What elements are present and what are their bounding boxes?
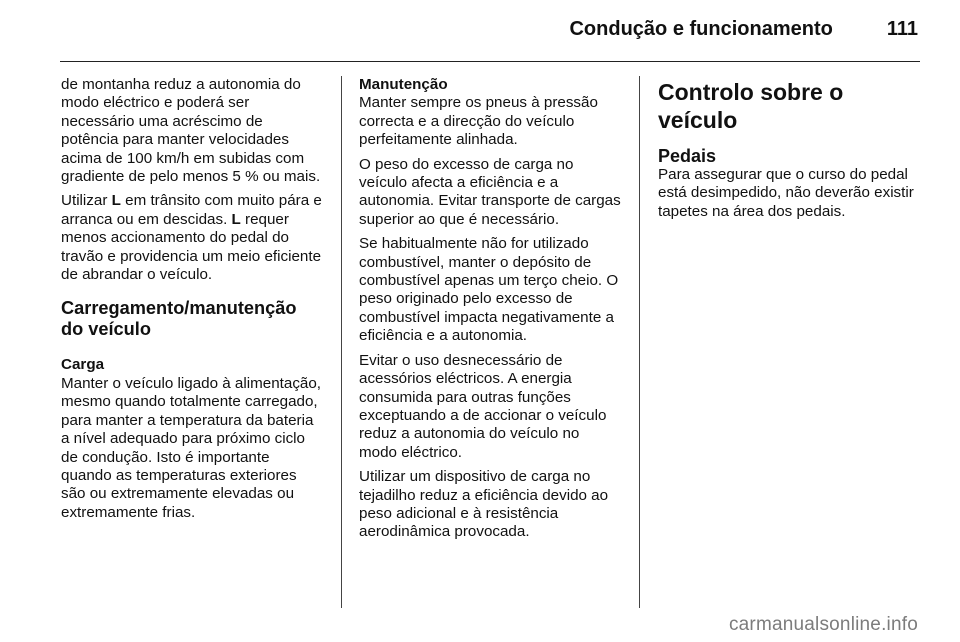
paragraph <box>61 192 323 284</box>
subsection-heading: Manutenção <box>359 76 448 93</box>
column-1 <box>61 76 323 528</box>
paragraph: Para assegurar que o curso do pedal está desimpedido, não deverão existir tapetes na área dos pedais. <box>658 166 914 220</box>
paragraph: Se habitualmente não for utilizado combustível, manter o depósito de combustível apenas um terço cheio. O peso originado pelo excesso de combustível impacta negativamente a eficiência e a autonomia. <box>359 235 619 345</box>
paragraph: Evitar o uso desnecessário de acessórios eléctricos. A energia consumida para outras funções exceptuando a de accionar o veículo reduz a autonomia do veículo no modo eléctrico. <box>359 351 607 461</box>
column-2 <box>359 76 621 548</box>
chapter-title: Condução e funcionamento <box>569 18 833 40</box>
paragraph: Manter sempre os pneus à pressão correcta e a direcção do veículo perfeitamente alinhada. <box>359 94 598 149</box>
subsection-heading: Carga <box>61 356 105 374</box>
header-rule <box>60 61 920 62</box>
mode-L-label: L <box>111 192 121 210</box>
page-number: 111 <box>886 18 918 40</box>
subsection-heading: Pedais <box>658 146 717 166</box>
text-run: requer menos accionamento do pedal do travão e providencia um meio eficiente de abrandar o veículo. <box>61 210 322 284</box>
paragraph: Utilizar um dispositivo de carga no tejadilho reduz a eficiência devido ao peso adicional e à resistência aerodinâmica provocada. <box>359 468 609 541</box>
column-3 <box>658 76 924 227</box>
section-heading: Carregamento/manutenção do veículo <box>61 298 297 340</box>
mode-L-label: L <box>231 210 241 228</box>
text-run: Utilizar <box>61 192 112 210</box>
paragraph: Manter o veículo ligado à alimentação, mesmo quando totalmente carregado, para manter a temperatura da bateria a nível adequado para próximo ciclo de condução. Isto é importante quando as temperaturas exteriores são ou extremamente elevadas ou extremamente frias. <box>61 374 322 521</box>
column-divider <box>341 76 342 608</box>
section-heading: Controlo sobre o veículo <box>658 79 844 133</box>
paragraph: de montanha reduz a autonomia do modo eléctrico e poderá ser necessário uma acréscimo de potência para manter velocidades acima de 100 km/h em subidas com gradiente de pelo menos 5 % ou mais. <box>61 76 321 186</box>
paragraph: O peso do excesso de carga no veículo afecta a eficiência e a autonomia. Evitar transporte de cargas superior ao que é necessário. <box>359 155 621 228</box>
page-header <box>60 18 918 48</box>
watermark: carmanualsonline.info <box>728 614 918 635</box>
column-divider <box>639 76 640 608</box>
text-run: em trânsito com muito pára e arranca ou em descidas. <box>61 192 322 228</box>
